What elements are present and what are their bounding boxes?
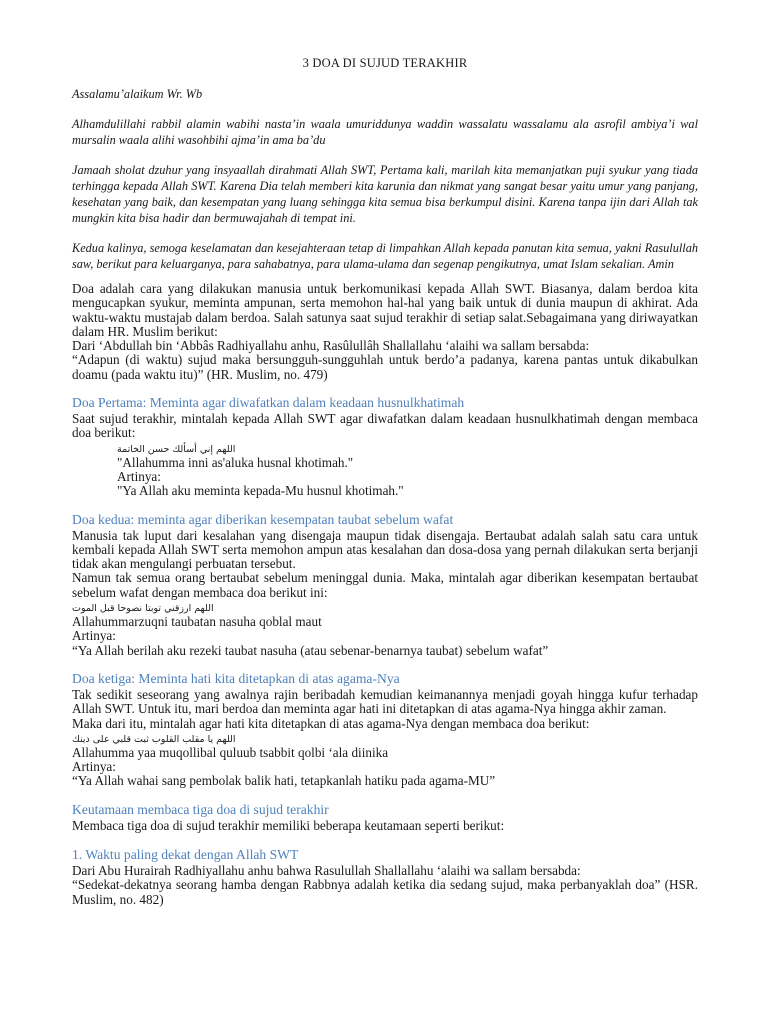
doa3-meaning: “Ya Allah wahai sang pembolak balik hati, tetapkanlah hatiku pada agama-MU” [72, 773, 496, 789]
greeting: Assalamu’alaikum Wr. Wb [72, 87, 203, 101]
doa3-artinya-label: Artinya: [72, 759, 116, 775]
doa2-artinya-label: Artinya: [72, 628, 116, 644]
doa1-meaning: "Ya Allah aku meminta kepada-Mu husnul khotimah." [117, 483, 404, 499]
doa3-paragraph-1: Tak sedikit seseorang yang awalnya rajin beribadah kemudian keimanannya menjadi goyah hingga kufur terhadap Allah SWT. Untuk itu, mari berdoa dan meminta agar hati ini ditetapkan di atas agama-Nya hingga akhir zaman. [72, 686, 698, 717]
keutamaan-heading: Keutamaan membaca tiga doa di sujud terakhir [72, 801, 329, 817]
document-title: 3 DOA DI SUJUD TERAKHIR [302, 56, 468, 70]
keutamaan-text: Membaca tiga doa di sujud terakhir memiliki beberapa keutamaan seperti berikut: [72, 817, 505, 833]
document-page [72, 56, 698, 907]
doa2-arabic: اللهم ارزقني توبتا نصوحا قبل الموت [72, 603, 214, 615]
doa2-meaning: “Ya Allah berilah aku rezeki taubat nasuha (atau sebenar-benarnya taubat) sebelum wafat” [72, 642, 549, 658]
doa3-latin: Allahumma yaa muqollibal quluub tsabbit qolbi ‘ala diinika [72, 744, 389, 760]
keutamaan-subheading-1: 1. Waktu paling dekat dengan Allah SWT [72, 847, 299, 863]
doa3-heading: Doa ketiga: Meminta hati kita ditetapkan di atas agama-Nya [72, 670, 400, 686]
doa1-artinya-label: Artinya: [117, 468, 161, 484]
doa2-latin: Allahummarzuqni taubatan nasuha qoblal maut [72, 614, 322, 630]
intro-hadith: “Adapun (di waktu) sujud maka bersungguh-sungguhlah untuk berdo’a padanya, karena pantas untuk dikabulkan doamu (pada waktu itu)” (HR. Muslim, no. 479) [72, 352, 698, 382]
keutamaan-hadith: “Sedekat-dekatnya seorang hamba dengan Rabbnya adalah ketika dia sedang sujud, maka perbanyaklah doa” (HSR. Muslim, no. 482) [72, 877, 698, 907]
keutamaan-narration: Dari Abu Hurairah Radhiyallahu anhu bahwa Rasulullah Shallallahu ‘alaihi wa sallam bersabda: [72, 863, 581, 879]
doa2-paragraph-1: Manusia tak luput dari kesalahan yang disengaja maupun tidak disengaja. Bertaubat adalah salah satu cara untuk kembali kepada Allah SWT serta memohon ampun atas kesalahan dan dosa-dosa yang pernah dilakukan serta berjanji tidak akan mengulangi perbuatan tersebut. [72, 527, 698, 572]
doa1-text: Saat sujud terakhir, mintalah kepada Allah SWT agar diwafatkan dalam keadaan husnulkhatimah dengan membaca doa berikut: [72, 411, 698, 441]
doa1-prayer-block [72, 441, 698, 499]
doa2-heading: Doa kedua: meminta agar diberikan kesempatan taubat sebelum wafat [72, 511, 454, 527]
doa1-arabic: اللهم إني أسألك حسن الخاتمة [117, 443, 236, 455]
opening-paragraph-2: Kedua kalinya, semoga keselamatan dan kesejahteraan tetap di limpahkan Allah kepada panutan kita semua, yakni Rasulullah saw, berikut para keluarganya, para sahabatnya, para ulama-ulama dan segenap pengikutnya, umat Islam sekalian. Amin [72, 241, 698, 271]
doa1-heading: Doa Pertama: Meminta agar diwafatkan dalam keadaan husnulkhatimah [72, 395, 465, 411]
doa2-paragraph-2: Namun tak semua orang bertaubat sebelum meninggal dunia. Maka, mintalah agar diberikan kesempatan bertaubat sebelum wafat dengan membaca doa berikut ini: [72, 570, 698, 600]
doa3-paragraph-2: Maka dari itu, mintalah agar hati kita ditetapkan di atas agama-Nya dengan membaca doa berikut: [72, 715, 590, 731]
intro-narration: Dari ‘Abdullah bin ‘Abbâs Radhiyallahu anhu, Rasûlullâh Shallallahu ‘alaihi wa sallam bersabda: [72, 338, 590, 354]
doa3-arabic: اللهم يا مقلب القلوب ثبت قلبي على دينك [72, 733, 236, 745]
opening-paragraph-1: Jamaah sholat dzuhur yang insyaallah dirahmati Allah SWT, Pertama kali, marilah kita memanjatkan puji syukur yang tiada terhingga kepada Allah SWT. Karena Dia telah memberi kita karunia dan nikmat yang sangat besar yaitu umur yang panjang, kesehatan yang baik, dan kesempatan yang luang sehingga kita semua bisa berkumpul disini. Karena tanpa ijin dari Allah tak mungkin kita bisa hadir dan bermuwajahah di tempat ini. [72, 163, 698, 225]
opening-praise: Alhamdulillahi rabbil alamin wabihi nasta’in waala umuriddunya waddin wassalatu wassalamu ala asrofil ambiya’i wal mursalin waala alihi wasohbihi ajma’in ama ba’du [72, 117, 698, 147]
intro-paragraph: Doa adalah cara yang dilakukan manusia untuk berkomunikasi kepada Allah SWT. Biasanya, dalam berdoa kita mengucapkan syukur, meminta ampunan, serta memohon hal-hal yang baik untuk di dunia maupun di akhirat. Ada waktu-waktu mustajab dalam berdoa. Salah satunya saat sujud terakhir di setiap salat.Sebagaimana yang diriwayatkan dalam HR. Muslim berikut: [72, 281, 698, 339]
doa1-latin: "Allahumma inni as'aluka husnal khotimah." [117, 454, 354, 470]
